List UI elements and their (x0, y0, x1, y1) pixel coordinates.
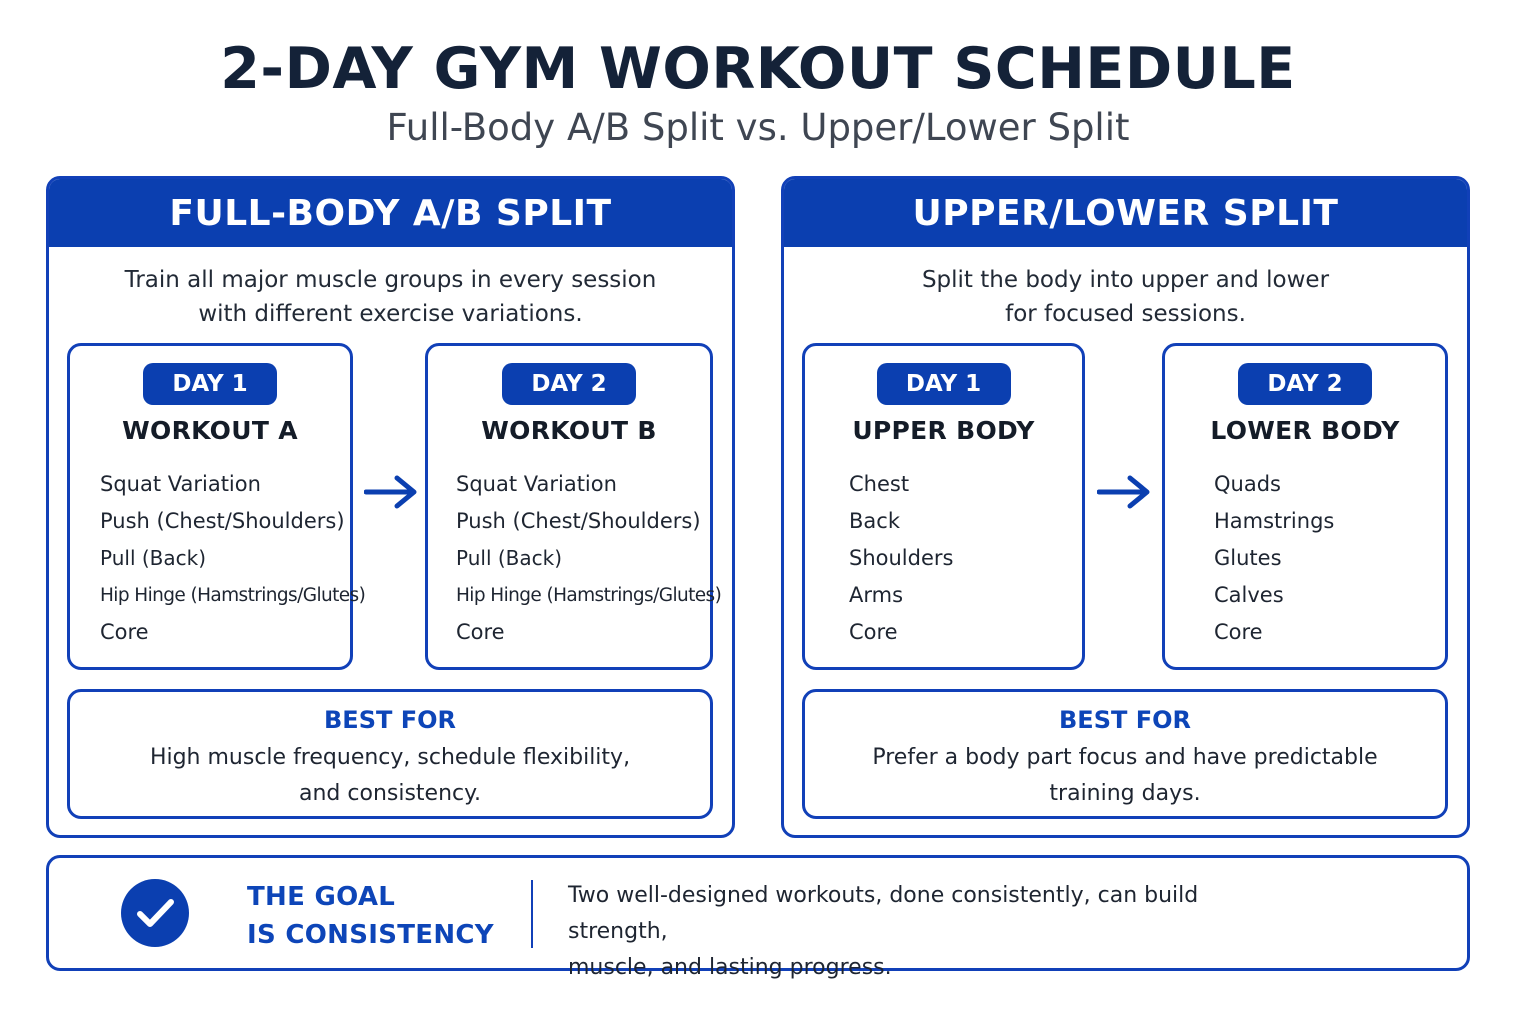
list-item: Back (849, 509, 900, 533)
checkmark-circle-icon (121, 879, 189, 947)
list-item: Push (Chest/Shoulders) (100, 509, 345, 533)
best-for-box (802, 689, 1448, 819)
best-for-line: Prefer a body part focus and have predictable (872, 745, 1378, 770)
page-title: 2-DAY GYM WORKOUT SCHEDULE (220, 36, 1296, 102)
exercise-list (100, 466, 365, 651)
list-item: Quads (1214, 472, 1281, 496)
list-item: Shoulders (849, 546, 954, 570)
goal-title (247, 878, 494, 954)
list-item: Core (1214, 620, 1263, 644)
best-for-text (805, 740, 1445, 812)
list-item: Arms (849, 583, 904, 607)
page-subtitle: Full-Body A/B Split vs. Upper/Lower Split (386, 106, 1130, 149)
day-card-upper-body (802, 343, 1085, 670)
panel-header: UPPER/LOWER SPLIT (784, 179, 1467, 247)
goal-banner (46, 855, 1470, 980)
day-card-lower-body (1162, 343, 1448, 670)
list-item: Hip Hinge (Hamstrings/Glutes) (456, 585, 722, 606)
list-item: Core (849, 620, 898, 644)
best-for-text (70, 740, 710, 812)
day-title: UPPER BODY (852, 416, 1035, 445)
divider (531, 880, 533, 948)
description-line: with different exercise variations. (198, 301, 583, 327)
goal-text-line: muscle, and lasting progress. (568, 955, 892, 980)
best-for-line: and consistency. (299, 781, 481, 806)
checkmark-icon (121, 879, 189, 947)
list-item: Hip Hinge (Hamstrings/Glutes) (100, 585, 366, 606)
best-for-box (67, 689, 713, 819)
day-card-workout-a (67, 343, 366, 670)
list-item: Squat Variation (456, 472, 617, 496)
exercise-list (1214, 466, 1334, 651)
goal-text (568, 878, 1288, 986)
best-for-line: High muscle frequency, schedule flexibility, (149, 745, 631, 770)
panel-description (784, 263, 1467, 331)
list-item: Push (Chest/Shoulders) (456, 509, 701, 533)
best-for-title: BEST FOR (1059, 706, 1191, 734)
full-body-split-panel (46, 176, 735, 838)
description-line: for focused sessions. (1005, 301, 1246, 327)
best-for-line: training days. (1049, 781, 1201, 806)
panel-header: FULL-BODY A/B SPLIT (49, 179, 732, 247)
goal-title-line: IS CONSISTENCY (247, 920, 494, 950)
exercise-list (849, 466, 953, 651)
list-item: Squat Variation (100, 472, 261, 496)
goal-text-line: Two well-designed workouts, done consistently, can build strength, (568, 883, 1199, 944)
goal-title-line: THE GOAL (247, 882, 396, 912)
day-pill: DAY 2 (1238, 363, 1372, 405)
list-item: Pull (Back) (100, 546, 207, 570)
list-item: Core (456, 620, 505, 644)
day-card-workout-b (425, 343, 722, 670)
list-item: Core (100, 620, 149, 644)
panel-description (49, 263, 732, 331)
arrow-right-icon (364, 475, 418, 509)
day-title: LOWER BODY (1210, 416, 1400, 445)
day-title: WORKOUT B (481, 416, 657, 445)
list-item: Chest (849, 472, 910, 496)
upper-lower-split-panel (781, 176, 1470, 838)
exercise-list (456, 466, 721, 651)
list-item: Calves (1214, 583, 1284, 607)
day-pill: DAY 1 (877, 363, 1011, 405)
best-for-title: BEST FOR (324, 706, 456, 734)
day-pill: DAY 2 (502, 363, 636, 405)
list-item: Pull (Back) (456, 546, 563, 570)
day-pill: DAY 1 (143, 363, 277, 405)
arrow-right-icon (1097, 475, 1151, 509)
description-line: Train all major muscle groups in every session (124, 267, 657, 293)
list-item: Glutes (1214, 546, 1282, 570)
day-title: WORKOUT A (122, 416, 298, 445)
list-item: Hamstrings (1214, 509, 1335, 533)
description-line: Split the body into upper and lower (921, 267, 1330, 293)
